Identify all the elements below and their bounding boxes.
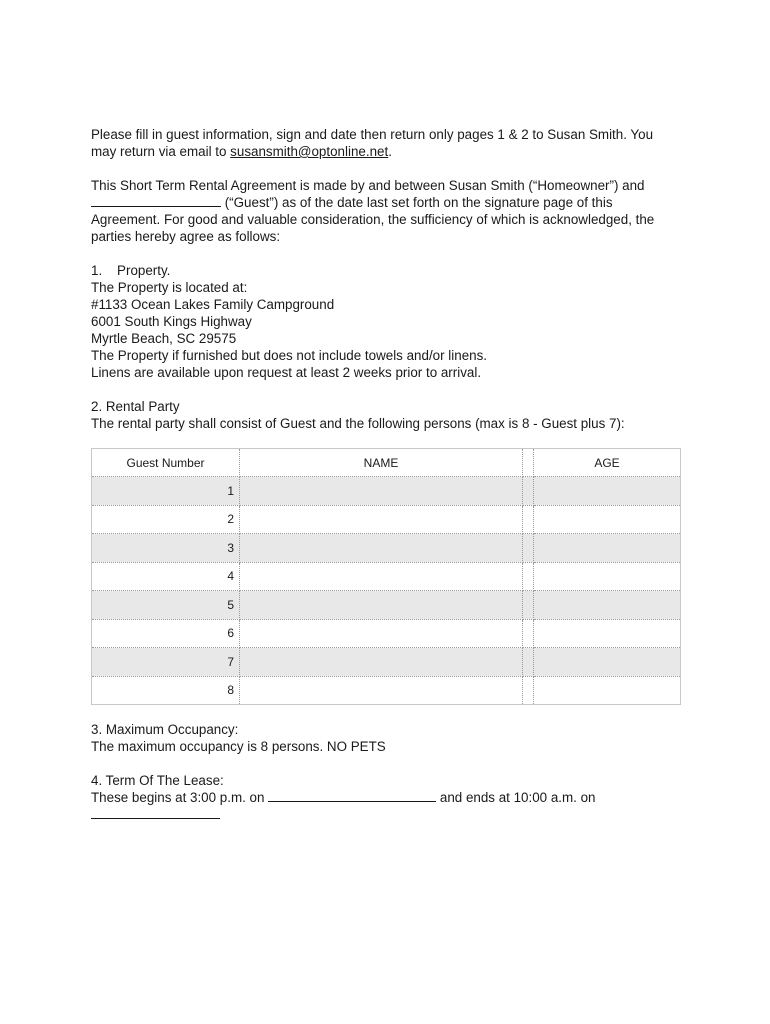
age-cell[interactable] [534,534,681,563]
header-name: NAME [240,449,523,477]
guest-number-cell: 1 [92,477,240,506]
spacer-cell [523,477,534,506]
header-age: AGE [534,449,681,477]
intro-paragraph [91,126,681,160]
table-row [92,477,681,506]
property-line: Myrtle Beach, SC 29575 [91,331,237,346]
guest-name-blank[interactable] [91,195,221,207]
term-text-b: and ends at 10:00 a.m. on [436,790,596,805]
term-heading: 4. Term Of The Lease: [91,773,224,788]
agreement-text-1: This Short Term Rental Agreement is made by and between Susan Smith (“Homeowner”) and [91,178,645,193]
guest-number-cell: 2 [92,505,240,534]
age-cell[interactable] [534,676,681,705]
guest-number-cell: 8 [92,676,240,705]
name-cell[interactable] [240,562,523,591]
name-cell[interactable] [240,505,523,534]
spacer-cell [523,619,534,648]
table-header-row [92,449,681,477]
intro-period: . [388,144,392,159]
name-cell[interactable] [240,591,523,620]
name-cell[interactable] [240,676,523,705]
property-line: The Property is located at: [91,280,248,295]
rental-party-heading: 2. Rental Party [91,399,180,414]
guest-number-cell: 3 [92,534,240,563]
term-text-a: These begins at 3:00 p.m. on [91,790,269,805]
name-cell[interactable] [240,477,523,506]
spacer-cell [523,534,534,563]
agreement-paragraph [91,177,681,245]
age-cell[interactable] [534,477,681,506]
property-line: #1133 Ocean Lakes Family Campground [91,297,335,312]
name-cell[interactable] [240,534,523,563]
guest-number-cell: 7 [92,648,240,677]
spacer-cell [523,562,534,591]
age-cell[interactable] [534,648,681,677]
guest-number-cell: 5 [92,591,240,620]
term-text [91,789,681,823]
guest-table [91,448,681,705]
guest-number-cell: 4 [92,562,240,591]
guest-number-cell: 6 [92,619,240,648]
table-row [92,676,681,705]
spacer-cell [523,591,534,620]
end-date-blank[interactable] [91,807,220,819]
property-line: 6001 South Kings Highway [91,314,252,329]
occupancy-text: The maximum occupancy is 8 persons. NO PETS [91,739,386,754]
name-cell[interactable] [240,648,523,677]
rental-party-text: The rental party shall consist of Guest and the following persons (max is 8 - Guest plus 7): [91,416,625,431]
age-cell[interactable] [534,619,681,648]
spacer-cell [523,648,534,677]
table-row [92,505,681,534]
age-cell[interactable] [534,591,681,620]
email-link[interactable]: susansmith@optonline.net [230,144,389,159]
spacer-cell [523,505,534,534]
spacer-cell [523,676,534,705]
table-row [92,619,681,648]
age-cell[interactable] [534,562,681,591]
document-body [91,126,681,432]
property-heading: 1. Property. [91,263,171,278]
property-line: Linens are available upon request at least 2 weeks prior to arrival. [91,365,482,380]
header-spacer [523,449,534,477]
table-row [92,534,681,563]
table-row [92,648,681,677]
intro-text: Please fill in guest information, sign and date then return only pages 1 & 2 to Susan Smith. You may return via email to [91,127,654,159]
table-row [92,562,681,591]
property-line: The Property if furnished but does not include towels and/or linens. [91,348,487,363]
header-guest-number: Guest Number [92,449,240,477]
name-cell[interactable] [240,619,523,648]
document-continued [91,721,681,823]
age-cell[interactable] [534,505,681,534]
table-row [92,591,681,620]
occupancy-heading: 3. Maximum Occupancy: [91,722,239,737]
start-date-blank[interactable] [268,790,436,802]
agreement-text-2: (“Guest”) as of the date last set forth on the signature page of this Agreement. For good and valuable consideration, the sufficiency of which is acknowledged, the parties hereby agree as follows: [91,195,655,244]
